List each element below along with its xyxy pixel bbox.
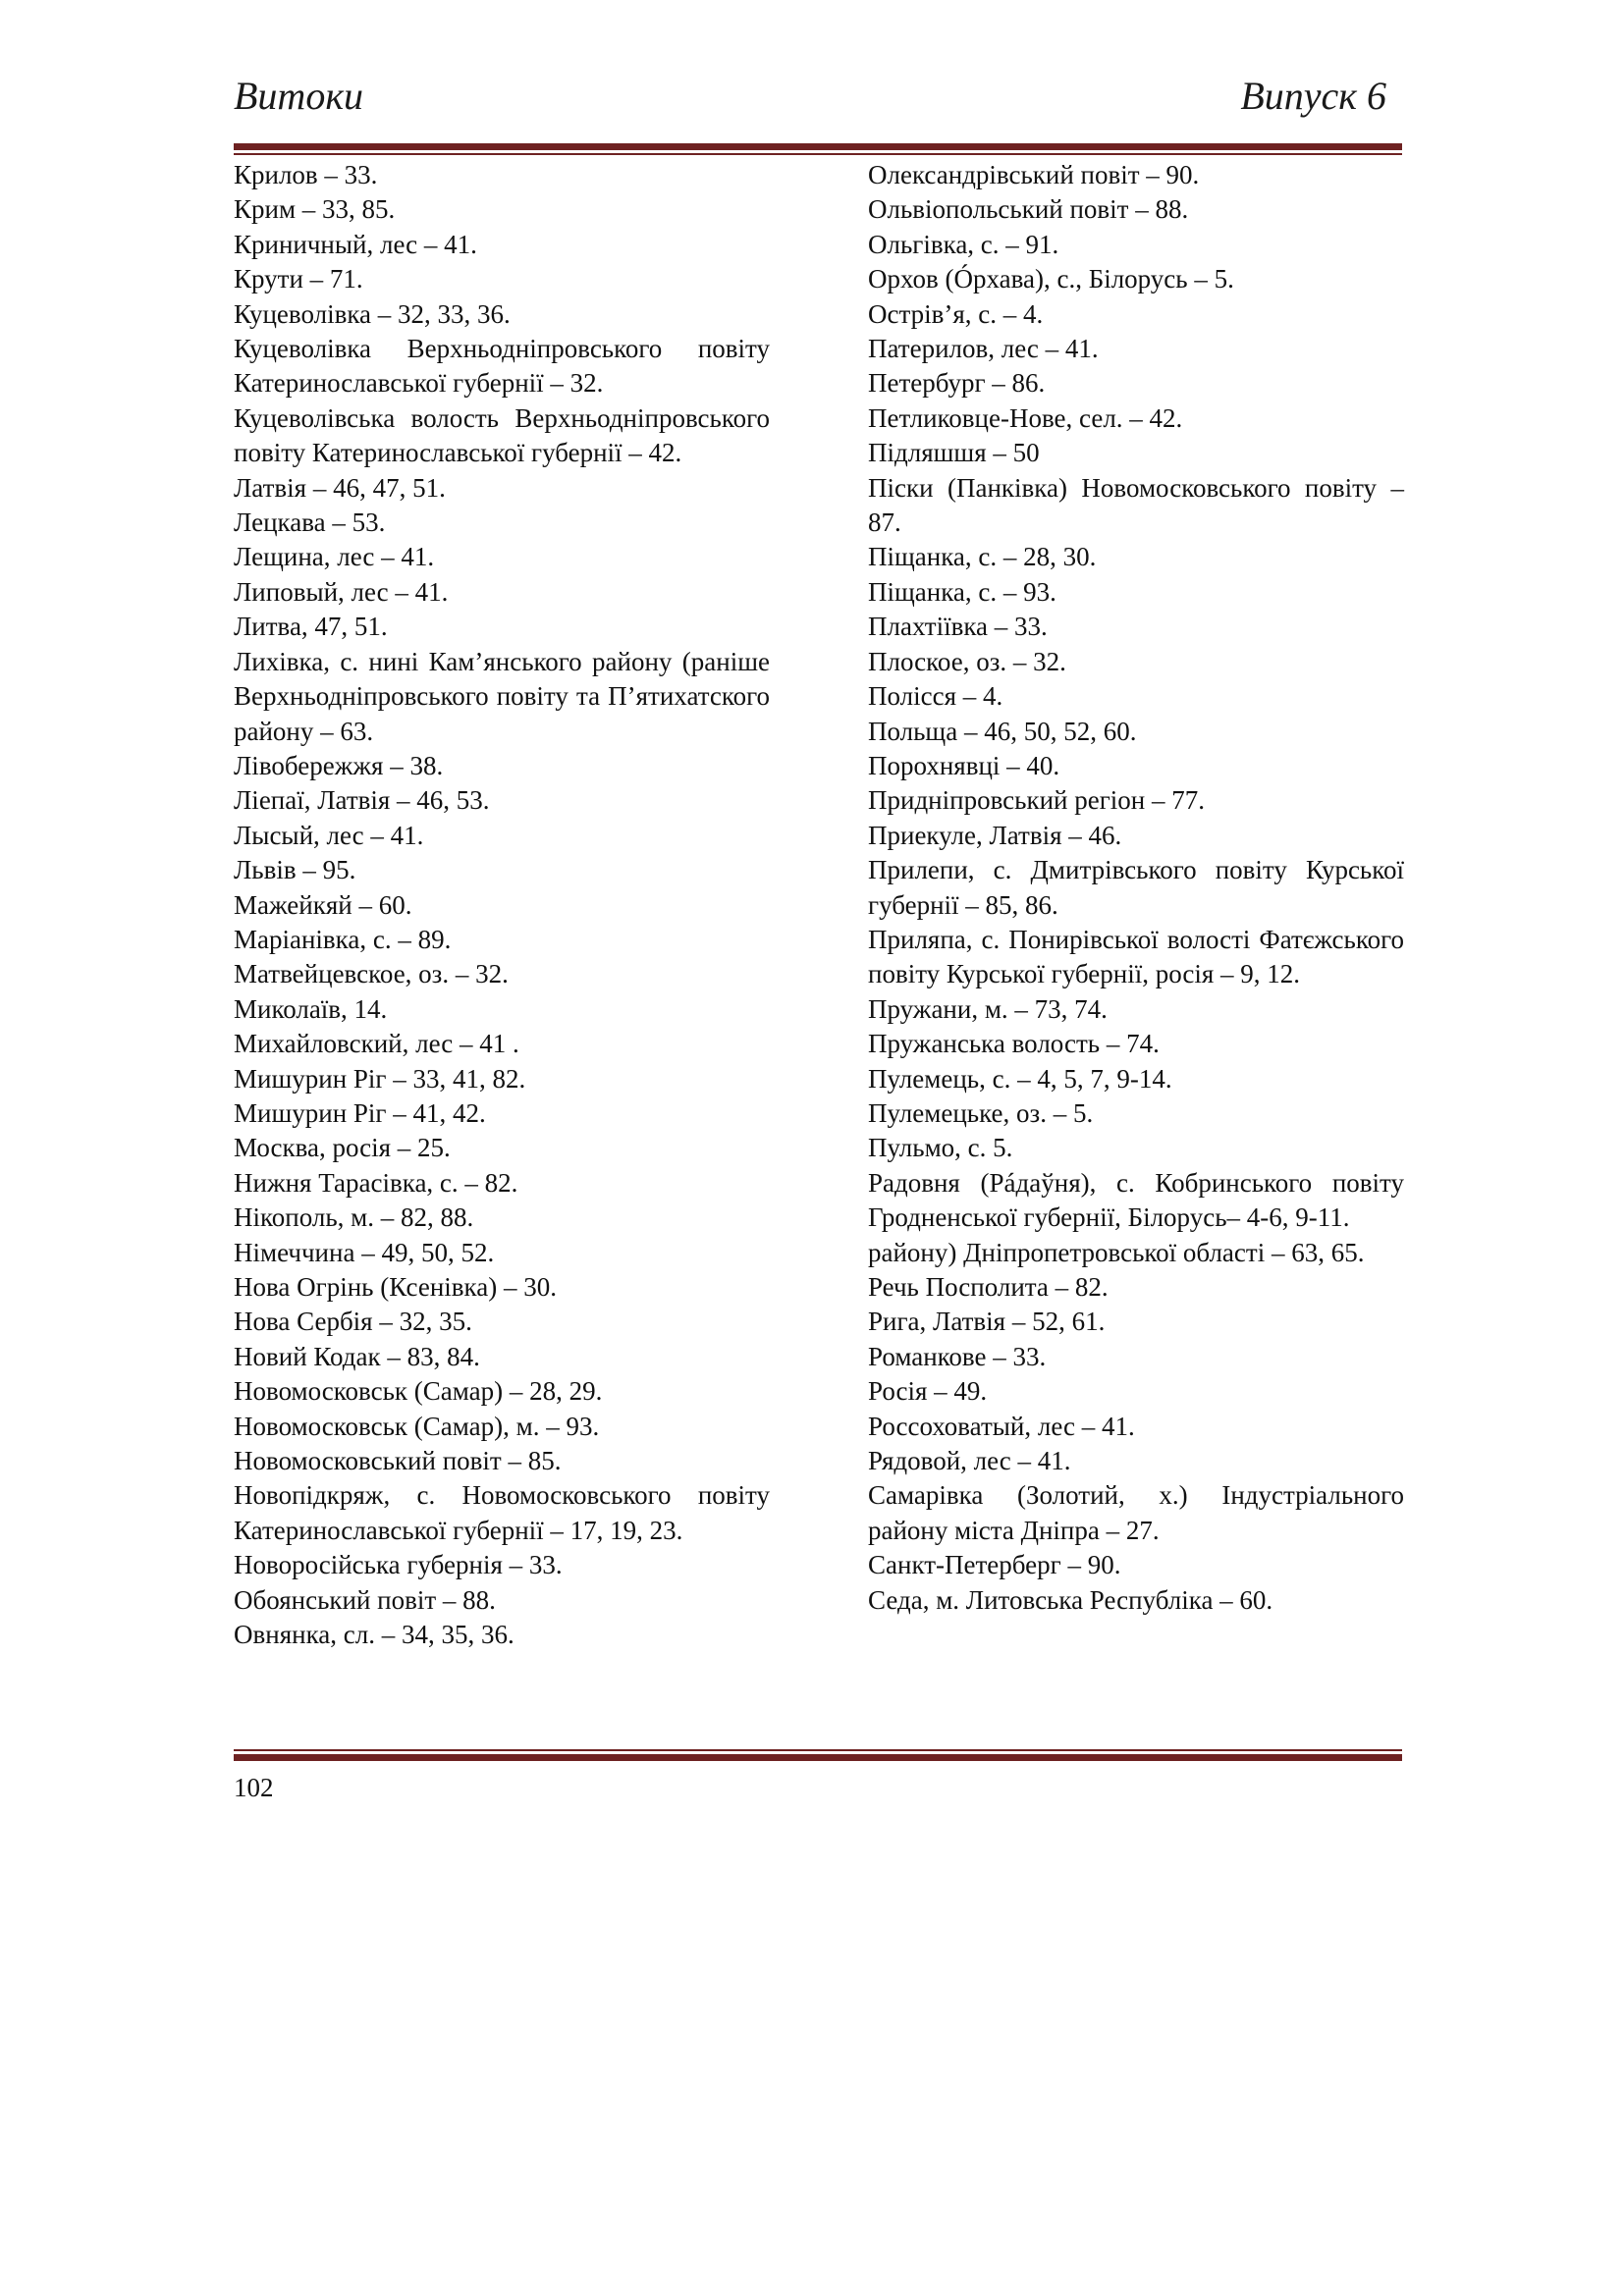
index-entry: Рига, Латвія – 52, 61. <box>868 1307 1106 1337</box>
index-entry: Росія – 49. <box>868 1376 988 1407</box>
index-entry: Мишурин Ріг – 41, 42. <box>234 1097 486 1128</box>
index-entry: Рядовой, лес – 41. <box>868 1446 1071 1476</box>
index-entry: Лысый, лес – 41. <box>234 820 424 850</box>
index-entry: району) Дніпропетровської області – 63, 65. <box>868 1237 1365 1267</box>
index-entry: Нижня Тарасівка, с. – 82. <box>234 1167 518 1198</box>
index-entry: Новопідкряж, с. Новомосковського повіту Катеринославської губернії – 17, 19, 23. <box>234 1480 770 1545</box>
index-entry: Пулемець, с. – 4, 5, 7, 9-14. <box>868 1063 1172 1094</box>
index-entry: Ольгівка, с. – 91. <box>868 229 1059 259</box>
index-entry: Пулемецьке, оз. – 5. <box>868 1097 1094 1128</box>
index-entry: Львів – 95. <box>234 855 356 885</box>
index-entry: Піщанка, с. – 93. <box>868 576 1056 607</box>
index-entry: Полісся – 4. <box>868 681 1003 712</box>
index-entry: Острів’я, с. – 4. <box>868 298 1044 329</box>
index-entry: Новомосковськ (Самар) – 28, 29. <box>234 1376 603 1407</box>
index-entry: Куцеволівка – 32, 33, 36. <box>234 298 511 329</box>
index-column-right <box>868 158 1404 1618</box>
index-entry: Лихівка, с. нині Кам’янського району (раніше Верхньодніпровського повіту та П’ятихатского району – 63. <box>234 646 770 746</box>
index-entry: Латвія – 46, 47, 51. <box>234 472 446 503</box>
index-entry: Приляпа, с. Понирівської волості Фатєжського повіту Курської губернії, росія – 9, 12. <box>868 924 1404 989</box>
index-entry: Липовый, лес – 41. <box>234 576 449 607</box>
index-entry: Піски (Панківка) Новомосковського повіту – 87. <box>868 472 1404 538</box>
index-entry: Самарівка (Золотий, х.) Індустріального району міста Дніпра – 27. <box>868 1480 1404 1545</box>
index-entry: Ліепаї, Латвія – 46, 53. <box>234 785 490 816</box>
header-rule-thin <box>234 153 1402 155</box>
index-entry: Піщанка, с. – 28, 30. <box>868 542 1097 572</box>
index-entry: Мишурин Ріг – 33, 41, 82. <box>234 1063 526 1094</box>
index-entry: Придніпровський регіон – 77. <box>868 785 1205 816</box>
index-entry: Пружани, м. – 73, 74. <box>868 993 1108 1024</box>
index-entry: Лецкава – 53. <box>234 507 386 538</box>
index-entry: Санкт-Петерберг – 90. <box>868 1550 1121 1580</box>
index-entry: Куцеволівка Верхньодніпровського повіту Катеринославської губернії – 32. <box>234 334 770 399</box>
index-entry: Овнянка, сл. – 34, 35, 36. <box>234 1620 514 1650</box>
index-entry: Польща – 46, 50, 52, 60. <box>868 716 1137 746</box>
index-entry: Патерилов, лес – 41. <box>868 334 1099 364</box>
index-entry: Радовня (Рáдаўня), с. Кобринського повіту Гродненської губернії, Білорусь– 4-6, 9-11. <box>868 1167 1404 1233</box>
index-entry: Москва, росія – 25. <box>234 1133 451 1163</box>
index-entry: Пружанська волость – 74. <box>868 1029 1160 1059</box>
index-entry: Мажейкяй – 60. <box>234 889 412 920</box>
index-entry: Новомосковський повіт – 85. <box>234 1446 562 1476</box>
page-number: 102 <box>234 1773 274 1802</box>
index-entry: Лещина, лес – 41. <box>234 542 435 572</box>
index-entry: Нікополь, м. – 82, 88. <box>234 1202 474 1233</box>
index-entry: Романкове – 33. <box>868 1341 1047 1371</box>
index-entry: Приекуле, Латвія – 46. <box>868 820 1122 850</box>
index-entry: Ольвіопольський повіт – 88. <box>868 194 1189 225</box>
index-entry: Порохнявці – 40. <box>868 750 1060 780</box>
index-entry: Новий Кодак – 83, 84. <box>234 1341 480 1371</box>
index-entry: Петербург – 86. <box>868 368 1046 399</box>
index-entry: Михайловский, лес – 41 . <box>234 1029 519 1059</box>
index-entry: Лівобережжя – 38. <box>234 750 444 780</box>
index-entry: Крути – 71. <box>234 264 363 294</box>
index-entry: Речь Посполита – 82. <box>868 1272 1109 1302</box>
index-entry: Крилов – 33. <box>234 160 378 189</box>
index-entry: Плоское, оз. – 32. <box>868 646 1066 676</box>
index-entry: Нова Сербія – 32, 35. <box>234 1307 472 1337</box>
index-entry: Криничный, лес – 41. <box>234 229 477 259</box>
index-entry: Пульмо, с. 5. <box>868 1133 1013 1163</box>
footer-rule-thick <box>234 1754 1402 1761</box>
index-entry: Маріанівка, с. – 89. <box>234 924 452 954</box>
index-entry: Нова Огрінь (Ксенівка) – 30. <box>234 1272 557 1302</box>
index-entry: Литва, 47, 51. <box>234 612 388 642</box>
index-entry: Плахтіївка – 33. <box>868 612 1048 642</box>
index-entry: Олександрівський повіт – 90. <box>868 160 1200 189</box>
index-entry: Новомосковськ (Самар), м. – 93. <box>234 1411 600 1441</box>
index-entry: Матвейцевское, оз. – 32. <box>234 959 509 989</box>
index-entry: Крим – 33, 85. <box>234 194 396 225</box>
index-entry: Новоросійська губернія – 33. <box>234 1550 563 1580</box>
index-entry: Прилепи, с. Дмитрівського повіту Курської губернії – 85, 86. <box>868 855 1404 920</box>
header-rule-thick <box>234 143 1402 150</box>
index-entry: Россоховатый, лес – 41. <box>868 1411 1135 1441</box>
issue-label: Випуск 6 <box>1240 74 1386 118</box>
index-entry: Миколаїв, 14. <box>234 993 388 1024</box>
index-entry: Петликовце-Нове, сел. – 42. <box>868 402 1183 433</box>
index-column-left <box>234 158 770 1652</box>
index-entry: Седа, м. Литовська Республіка – 60. <box>868 1584 1273 1615</box>
index-entry: Підляшшя – 50 <box>868 438 1040 468</box>
index-entry: Німеччина – 49, 50, 52. <box>234 1237 495 1267</box>
index-entry: Орхов (Óрхава), с., Білорусь – 5. <box>868 264 1234 294</box>
footer-rule-thin <box>234 1749 1402 1751</box>
journal-title: Витоки <box>234 74 364 118</box>
index-entry: Куцеволівська волость Верхньодніпровського повіту Катеринославської губернії – 42. <box>234 402 770 468</box>
index-entry: Обоянський повіт – 88. <box>234 1584 496 1615</box>
